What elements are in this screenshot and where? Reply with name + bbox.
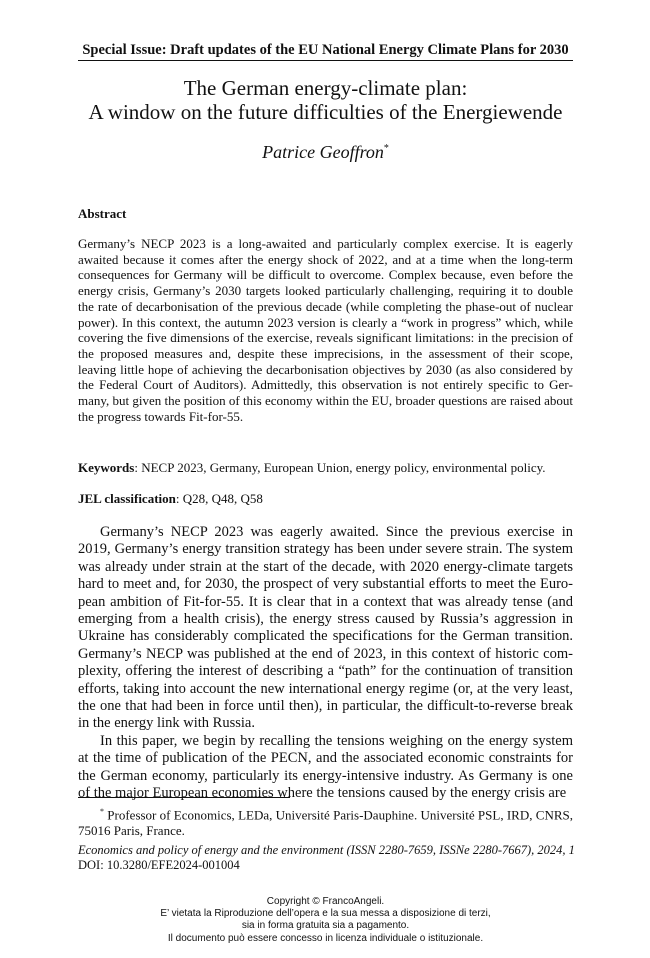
header-divider [78,60,573,61]
doi: DOI: 10.3280/EFE2024-001004 [78,858,240,872]
copyright-line-3: sia in forma gratuita sia a pagamento. [241,920,410,932]
abstract-heading: Abstract [78,206,127,221]
title-line-1: The German energy-climate plan: [183,76,468,100]
abstract-text: Germany’s NECP 2023 is a long-awaited and particularly complex exercise. It is eagerly awaited because it comes after the energy shock of 2022, and at a time when the long-term consequences for Germany will be difficult to overcome. Complex because, even before the energy crisis, Germany’s 2030 targets looked particularly challenging, requiring it to double the rate of decarbonisation of the previous decade (while completing the phase-out of nuclear power). In this context, the autumn 2023 version is clearly a “work in progress” which, while covering the five dimensions of the exercise, reveals significant limitations: in the precision of the proposed measures and, despite these imprecisions, in the assessment of their scope, leaving little hope of achieving the decarbonisation objectives by 2030 (as also considered by the Federal Court of Auditors). Admittedly, this observation is not entirely specific to Germany, but given the position of this economy within the EU, broader questions are raised about the progress towards Fit-for-55. [78,236,573,424]
body-paragraph-1: Germany’s NECP 2023 was eagerly awaited. Since the previous exercise in 2019, Germany’s energy transition strategy has been under severe strain. The system was already under strain at the start of the decade, with 2020 energy-climate targets hard to meet and, for 2030, the prospect of very substantial efforts to meet the European ambition of Fit-for-55. It is clear that in a context that was already tense (and emerging from a health crisis), the energy stress caused by Russia’s aggression in Ukraine has considerably complicated the specifications for the German transition. Germany’s NECP was published at the end of 2023, in this context of historic complexity, offering the interest of describing a “path” for the continuation of transition efforts, taking into account the new international energy regime (or, at the very least, the one that had been in force until then), in particular, the difficult-to-reverse break in the energy link with Russia. [78,524,573,732]
copyright-notice [78,896,573,945]
copyright-line-2: E’ vietata la Riproduzione dell’opera e la sua messa a disposizione di terzi, [160,908,491,920]
title-line-2: A window on the future difficulties of the Energiewende [88,100,563,124]
author-name: Patrice Geoffron [262,142,384,162]
journal-citation: Economics and policy of energy and the environment (ISSN 2280-7659, ISSNe 2280-7667), 2024, 1 [78,843,575,857]
jel-label: JEL classification [78,491,176,506]
footnote [78,804,573,839]
keywords-label: Keywords [78,460,135,475]
footnote-divider [78,797,290,798]
running-head: Special Issue: Draft updates of the EU National Energy Climate Plans for 2030 [82,42,569,58]
jel-value: : Q28, Q48, Q58 [175,491,263,506]
copyright-line-4: Il documento può essere concesso in licenza individuale o istituzionale. [167,932,484,944]
author-footnote-mark: * [383,143,389,154]
paper-title [78,76,573,124]
footnote-text: Professor of Economics, LEDa, Université Paris-Dauphine. Université PSL, IRD, CNRS, 75016 Paris, France. [78,807,573,839]
body-text [78,524,573,803]
copyright-line-1: Copyright © FrancoAngeli. [266,896,385,907]
keywords-line [78,460,573,476]
jel-line [78,491,573,507]
author-line [78,142,573,163]
keywords-value: : NECP 2023, Germany, European Union, energy policy, environmental policy. [134,460,546,475]
citation [78,843,573,873]
body-paragraph-2: In this paper, we begin by recalling the tensions weighing on the energy system at the time of publication of the PECN, and the associated economic constraints for the German economy, particularly its energy-intensive industry. As Germany is one of the major European economies where the tensions caused by the energy crisis are [78,732,573,802]
footnote-mark: * [100,807,104,816]
